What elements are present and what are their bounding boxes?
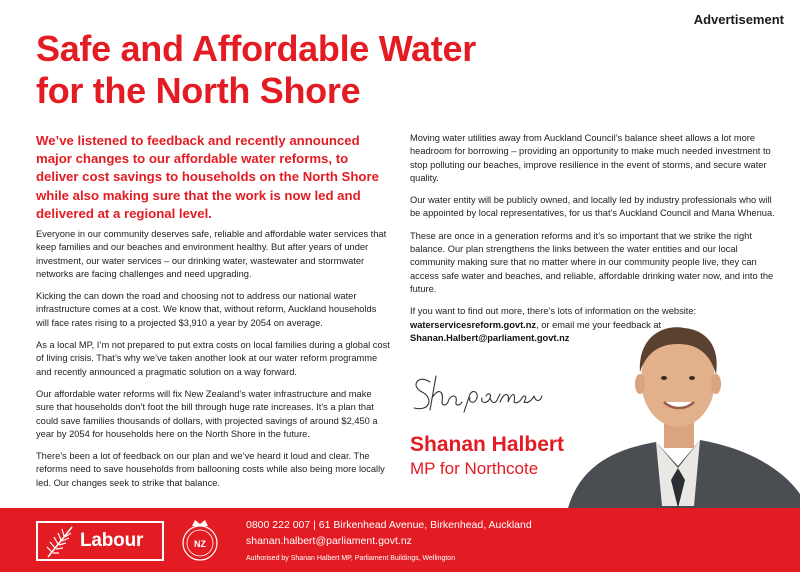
footer-bar [0, 508, 800, 572]
contact-phone-address: 0800 222 007 | 61 Birkenhead Avenue, Birkenhead, Auckland [246, 519, 532, 531]
info-text: , or email me your feedback at [536, 319, 662, 330]
signature [408, 368, 548, 418]
advertisement-label: Advertisement [693, 12, 784, 27]
website-link[interactable]: waterservicesreform.govt.nz [410, 319, 537, 330]
lead-paragraph: We’ve listened to feedback and recently announced major changes to our affordable water reforms, to deliver cost savings to households on the North Shore while also making sure that the work is now led and delivered at a regional level. [36, 133, 379, 221]
labour-logo [36, 521, 164, 561]
left-column [36, 228, 390, 499]
body-paragraph: There’s been a lot of feedback on our plan and we’ve heard it loud and clear. The reforms need to save households from ballooning costs while also being more locally led. Our changes seek to strike that balance. [36, 451, 385, 488]
headline-line-2: for the North Shore [36, 70, 361, 111]
contact-details [246, 518, 532, 564]
parliament-crest-icon [178, 517, 222, 563]
body-paragraph: As a local MP, I’m not prepared to put extra costs on local families during a global cost of living crisis. That’s why we’ve taken another look at our water reform programme and recently announced a pragmatic solution on a way forward. [36, 340, 390, 377]
contact-email[interactable]: shanan.halbert@parliament.govt.nz [246, 535, 412, 547]
logo-text: Labour [80, 530, 144, 551]
signer-role: MP for Northcote [410, 459, 539, 478]
authorisation-statement: Authorised by Shanan Halbert MP, Parliament Buildings, Wellington [246, 555, 456, 562]
crest-text: NZ [194, 539, 206, 549]
info-text: If you want to find out more, there’s lots of information on the website: [410, 306, 697, 317]
email-link[interactable]: Shanan.Halbert@parliament.govt.nz [410, 332, 570, 343]
headline-line-1: Safe and Affordable Water [36, 28, 476, 69]
signer-name: Shanan Halbert [410, 433, 565, 456]
body-paragraph: Moving water utilities away from Auckland Council’s balance sheet allows a lot more headroom for borrowing – providing an opportunity to make much needed investment to stop polluting our beaches, improve resilience in the event of storms, and secure water quality. [410, 133, 771, 183]
body-paragraph: Kicking the can down the road and choosing not to address our national water infrastructure comes at a cost. We know that, without reform, Auckland households will face rates rising to a projected $3,910 a year by 2054 on average. [36, 291, 377, 328]
body-paragraph: These are once in a generation reforms and it’s so important that we strike the right balance. Our plan strengthens the links between the water entities and our local community making sure that no matter where in our community people live, they can access safe water and beaches, and reliable, affordable drinking water now, and into the future. [410, 230, 774, 294]
body-paragraph: Everyone in our community deserves safe, reliable and affordable water services that keep families and our beaches and environment healthy. But after years of under investment, our water services – our drinking water, wastewater and stormwater networks are facing challenges and need upgrading. [36, 229, 387, 279]
body-paragraph: Our water entity will be publicly owned, and locally led by industry professionals who will be appointed by local representatives, for us that’s Auckland Council and Mana Whenua. [410, 195, 775, 219]
portrait-photo [560, 318, 800, 508]
fern-icon [42, 523, 76, 559]
body-paragraph: Our affordable water reforms will fix New Zealand’s water infrastructure and make sure that households don’t foot the bill through huge rate increases. It’s a plan that could save families thousands of dollars, with projected savings of around $2,450 a year by 2054 for households here on the North Shore in the future. [36, 388, 378, 439]
headline [36, 28, 596, 112]
